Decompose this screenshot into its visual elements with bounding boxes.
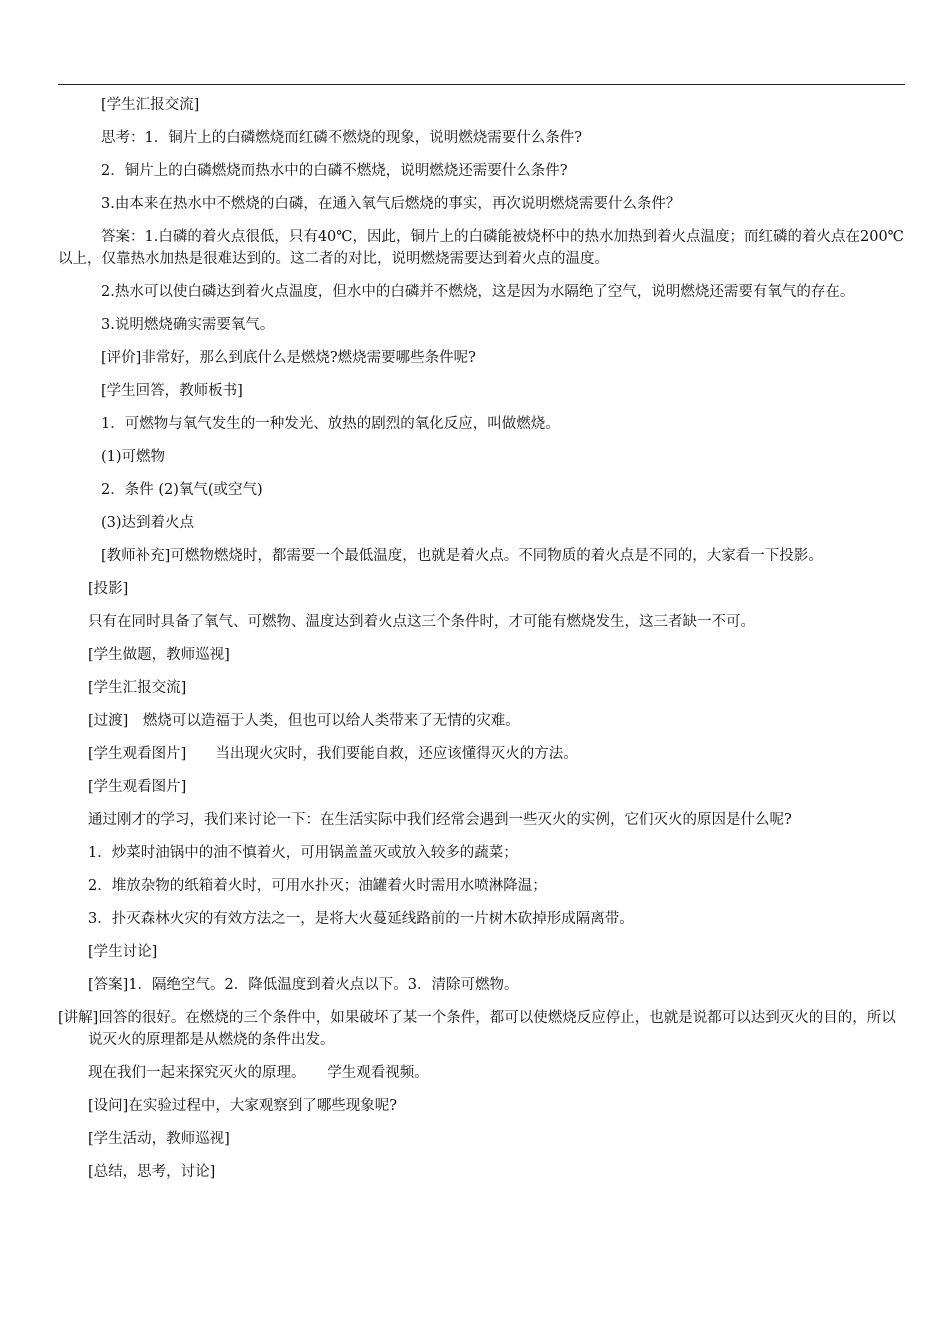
paragraph: 只有在同时具备了氧气、可燃物、温度达到着火点这三个条件时，才可能有燃烧发生，这三者缺一不可。 — [88, 614, 755, 630]
paragraph: [设问]在实验过程中，大家观察到了哪些现象呢? — [88, 1098, 398, 1114]
paragraph: 2．铜片上的白磷燃烧而热水中的白磷不燃烧，说明燃烧还需要什么条件? — [101, 163, 568, 179]
paragraph: [评价]非常好，那么到底什么是燃烧?燃烧需要哪些条件呢? — [101, 350, 476, 366]
paragraph: 3．扑灭森林火灾的有效方法之一，是将大火蔓延线路前的一片树木砍掉形成隔离带。 — [88, 911, 634, 927]
paragraph: [投影] — [88, 581, 129, 597]
paragraph: [讲解]回答的很好。在燃烧的三个条件中，如果破坏了某一个条件，都可以使燃烧反应停止，也就是说都可以达到灭火的目的，所以说灭火的原理都是从燃烧的条件出发。 — [58, 1010, 896, 1048]
paragraph: [学生观看图片] 当出现火灾时，我们要能自救，还应该懂得灭火的方法。 — [88, 746, 578, 762]
paragraph: 1．可燃物与氧气发生的一种发光、放热的剧烈的氧化反应，叫做燃烧。 — [101, 416, 560, 432]
paragraph: 1．炒菜时油锅中的油不慎着火，可用锅盖盖灭或放入较多的蔬菜； — [88, 845, 518, 861]
paragraph: 2．条件 (2)氧气(或空气) — [101, 482, 263, 498]
paragraph: [过渡] 燃烧可以造福于人类，但也可以给人类带来了无情的灾难。 — [88, 713, 520, 729]
paragraph: [学生做题，教师巡视] — [88, 647, 230, 663]
paragraph: 现在我们一起来探究灭火的原理。 学生观看视频。 — [88, 1065, 429, 1081]
paragraph: 3.由本来在热水中不燃烧的白磷，在通入氧气后燃烧的事实，再次说明燃烧需要什么条件？ — [101, 196, 681, 212]
header-rule — [58, 84, 905, 85]
paragraph: 思考：1．铜片上的白磷燃烧而红磷不燃烧的现象，说明燃烧需要什么条件? — [101, 130, 582, 146]
paragraph: [总结，思考，讨论] — [88, 1164, 216, 1180]
paragraph: [学生汇报交流] — [88, 680, 187, 696]
paragraph: [学生讨论] — [88, 944, 158, 960]
paragraph: [学生活动，教师巡视] — [88, 1131, 230, 1147]
paragraph: [学生观看图片] — [88, 779, 187, 795]
paragraph: [学生回答，教师板书] — [101, 383, 243, 399]
paragraph: 通过刚才的学习，我们来讨论一下：在生活实际中我们经常会遇到一些灭火的实例，它们灭火的原因是什么呢? — [88, 812, 792, 828]
document-body — [58, 94, 906, 1194]
paragraph: [教师补充]可燃物燃烧时，都需要一个最低温度，也就是着火点。不同物质的着火点是不同的，大家看一下投影。 — [101, 548, 823, 564]
paragraph: [学生汇报交流] — [101, 97, 200, 113]
paragraph: 2.热水可以使白磷达到着火点温度，但水中的白磷并不燃烧，这是因为水隔绝了空气，说明燃烧还需要有氧气的存在。 — [101, 284, 855, 300]
paragraph: 3.说明燃烧确实需要氧气。 — [101, 317, 275, 333]
paragraph: (1)可燃物 — [101, 449, 166, 465]
paragraph: 2．堆放杂物的纸箱着火时，可用水扑灭；油罐着火时需用水喷淋降温； — [88, 878, 547, 894]
paragraph: 答案：1.白磷的着火点很低，只有40℃，因此，铜片上的白磷能被烧杯中的热水加热到着火点温度；而红磷的着火点在200℃以上，仅靠热水加热是很难达到的。这二者的对比，说明燃烧需要达到着火点的温度。 — [58, 229, 904, 267]
paragraph: [答案]1．隔绝空气。2．降低温度到着火点以下。3．清除可燃物。 — [88, 977, 519, 993]
paragraph: (3)达到着火点 — [101, 515, 195, 531]
